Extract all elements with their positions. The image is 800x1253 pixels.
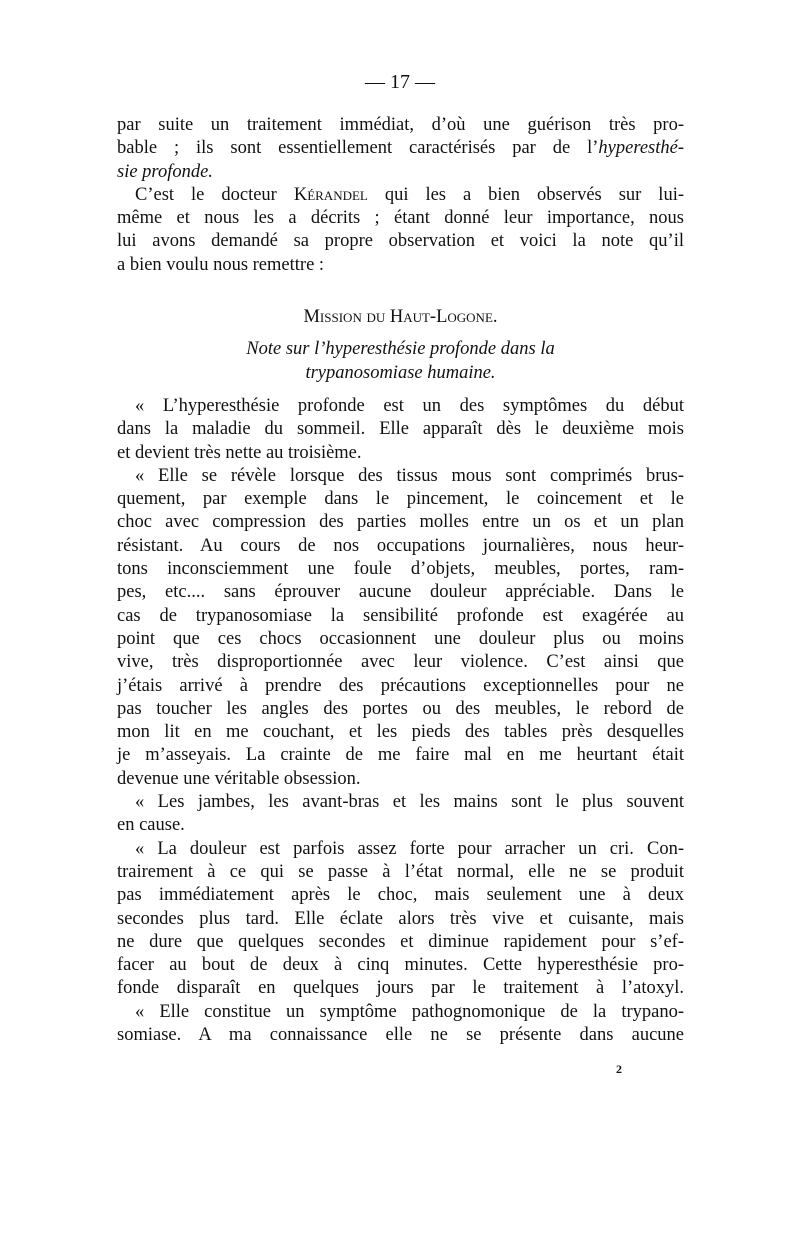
text-line: tons inconsciemment une foule d’objets, meubles, portes, ram- [117, 559, 684, 580]
heading-spacer [117, 329, 684, 338]
text-line: dans la maladie du sommeil. Elle apparaît dès le deuxième mois [117, 419, 684, 440]
text-line: a bien voulu nous remettre : [117, 254, 325, 275]
text-line: devenue une véritable obsession. [117, 768, 361, 789]
text-line: trairement à ce qui se passe à l’état normal, elle ne se produit [117, 861, 684, 882]
note-title-line: Note sur l’hyperesthésie profonde dans la [246, 339, 555, 360]
text-line: « Les jambes, les avant-bras et les mains sont le plus souvent [135, 792, 684, 813]
text-line: « Elle se révèle lorsque des tissus mous sont comprimés brus- [135, 465, 684, 486]
text-line: fonde disparaît en quelques jours par le traitement à l’atoxyl. [117, 978, 684, 999]
text-line: pas toucher les angles des portes ou des meubles, le rebord de [117, 698, 684, 719]
text-line: j’étais arrivé à prendre des précautions exceptionnelles pour ne [117, 675, 684, 696]
page-number: — 17 — [365, 71, 435, 93]
text-line: choc avec compression des parties molles entre un os et un plan [117, 512, 684, 533]
text-line: C’est le docteur Kérandel qui les a bien observés sur lui- [135, 184, 685, 205]
text-line: cas de trypanosomiase la sensibilité profonde est exagérée au [117, 605, 684, 626]
text-line: et devient très nette au troisième. [117, 442, 362, 463]
text-line: quement, par exemple dans le pincement, le coincement et le [117, 489, 684, 510]
author-name: Kérandel [293, 184, 368, 205]
printer-signature-mark: 2 [616, 1062, 622, 1076]
mission-title: Mission du Haut-Logone. [303, 307, 498, 327]
note-body [117, 395, 684, 1047]
text-line: lui avons demandé sa propre observation et voici la note qu’il [117, 231, 684, 252]
text-line: somiase. A ma connaissance elle ne se présente dans aucune [117, 1025, 684, 1046]
intro-paragraphs [117, 114, 684, 277]
text-line: en cause. [117, 815, 185, 836]
text-line: bable ; ils sont essentiellement caractérisés par de l’hyperesthé- [117, 138, 684, 159]
text-line: vive, très disproportionnée avec leur violence. C’est ainsi que [117, 652, 684, 673]
text-line: ne dure que quelques secondes et diminue rapidement pour s’ef- [117, 931, 684, 952]
text-line: « La douleur est parfois assez forte pour arracher un cri. Con- [135, 838, 684, 859]
text-line: mon lit en me couchant, et les pieds des tables près desquelles [117, 722, 684, 743]
text-line: « L’hyperesthésie profonde est un des symptômes du début [135, 396, 684, 416]
text-line: point que ces chocs occasionnent une douleur plus ou moins [117, 628, 684, 649]
text-line: secondes plus tard. Elle éclate alors très vive et cuisante, mais [117, 908, 684, 929]
text-line: résistant. Au cours de nos occupations journalières, nous heur- [117, 535, 684, 556]
text-line: même et nous les a décrits ; étant donné leur importance, nous [117, 208, 684, 229]
text-line: « Elle constitue un symptôme pathognomonique de la trypano- [135, 1001, 684, 1022]
note-title-line: trypanosomiase humaine. [305, 362, 496, 383]
text-line: facer au bout de deux à cinq minutes. Cette hyperesthésie pro- [117, 955, 684, 976]
text-line: par suite un traitement immédiat, d’où une guérison très pro- [117, 115, 684, 135]
text-line: pes, etc.... sans éprouver aucune douleur appréciable. Dans le [117, 582, 684, 603]
text-line: je m’asseyais. La crainte de me faire mal en me heurtant était [117, 745, 684, 766]
text-line: pas immédiatement après le choc, mais seulement une à deux [117, 885, 684, 906]
section-heading [117, 306, 684, 385]
text-line: sie profonde. [117, 161, 213, 182]
